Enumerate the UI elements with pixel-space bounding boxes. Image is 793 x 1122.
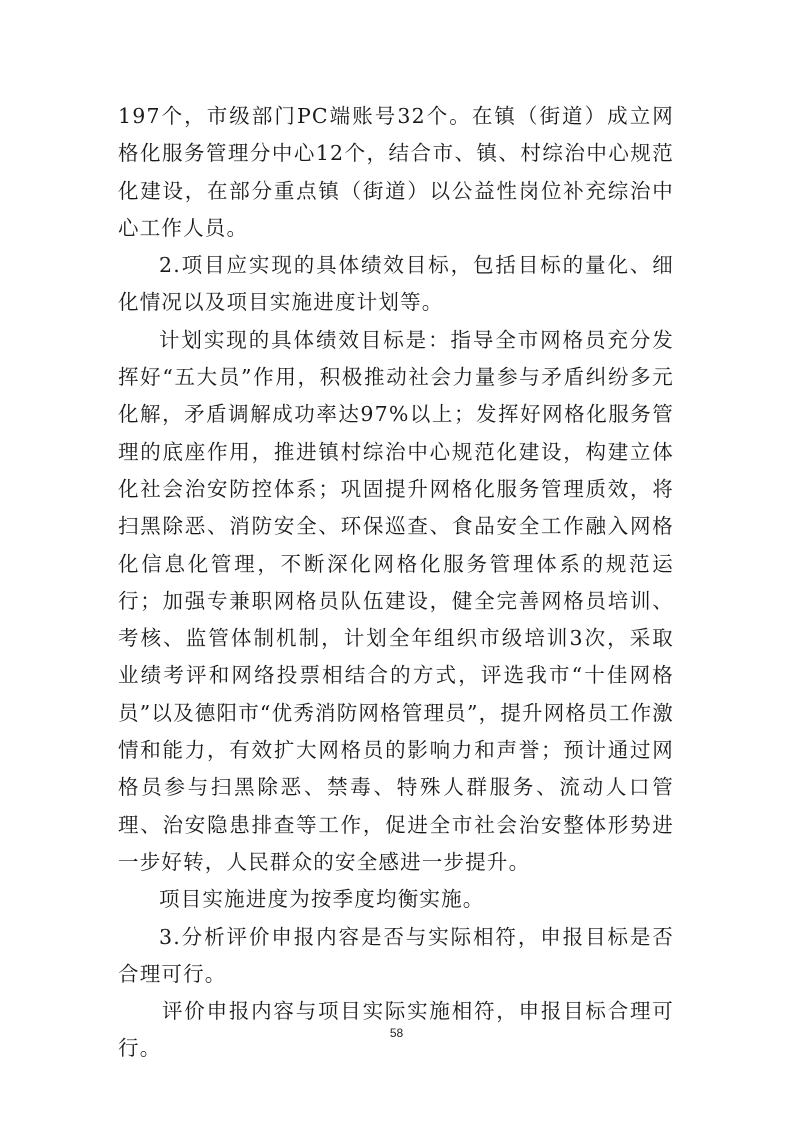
paragraph-continued: 197个，市级部门PC端账号32个。在镇（街道）成立网格化服务管理分中心12个，结合市、镇、村综治中心规范化建设，在部分重点镇（街道）以公益性岗位补充综治中心工作人员。 — [118, 104, 674, 240]
paragraph-evaluation: 评价申报内容与项目实际实施相符，申报目标合理可行。 — [118, 999, 674, 1061]
page-number: 58 — [389, 1026, 404, 1040]
paragraph-question-2: 2.项目应实现的具体绩效目标，包括目标的量化、细化情况以及项目实施进度计划等。 — [118, 253, 674, 315]
body-text — [118, 98, 674, 1068]
paragraph-performance-goals: 计划实现的具体绩效目标是：指导全市网格员充分发挥好“五大员”作用，积极推动社会力量参与矛盾纠纷多元化解，矛盾调解成功率达97%以上；发挥好网格化服务管理的底座作用，推进镇村综治中心规范化建设，构建立体化社会治安防控体系；巩固提升网格化服务管理质效，将扫黑除恶、消防安全、环保巡查、食品安全工作融入网格化信息化管理，不断深化网格化服务管理体系的规范运行；加强专兼职网格员队伍建设，健全完善网格员培训、考核、监管体制机制，计划全年组织市级培训3次，采取业绩考评和网络投票相结合的方式，评选我市“十佳网格员”以及德阳市“优秀消防网格管理员”，提升网格员工作激情和能力，有效扩大网格员的影响力和声誉；预计通过网格员参与扫黑除恶、禁毒、特殊人群服务、流动人口管理、治安隐患排查等工作，促进全市社会治安整体形势进一步好转，人民群众的安全感进一步提升。 — [118, 327, 674, 874]
paragraph-schedule: 项目实施进度为按季度均衡实施。 — [159, 887, 485, 912]
paragraph-question-3: 3.分析评价申报内容是否与实际相符，申报目标是否合理可行。 — [118, 924, 674, 986]
